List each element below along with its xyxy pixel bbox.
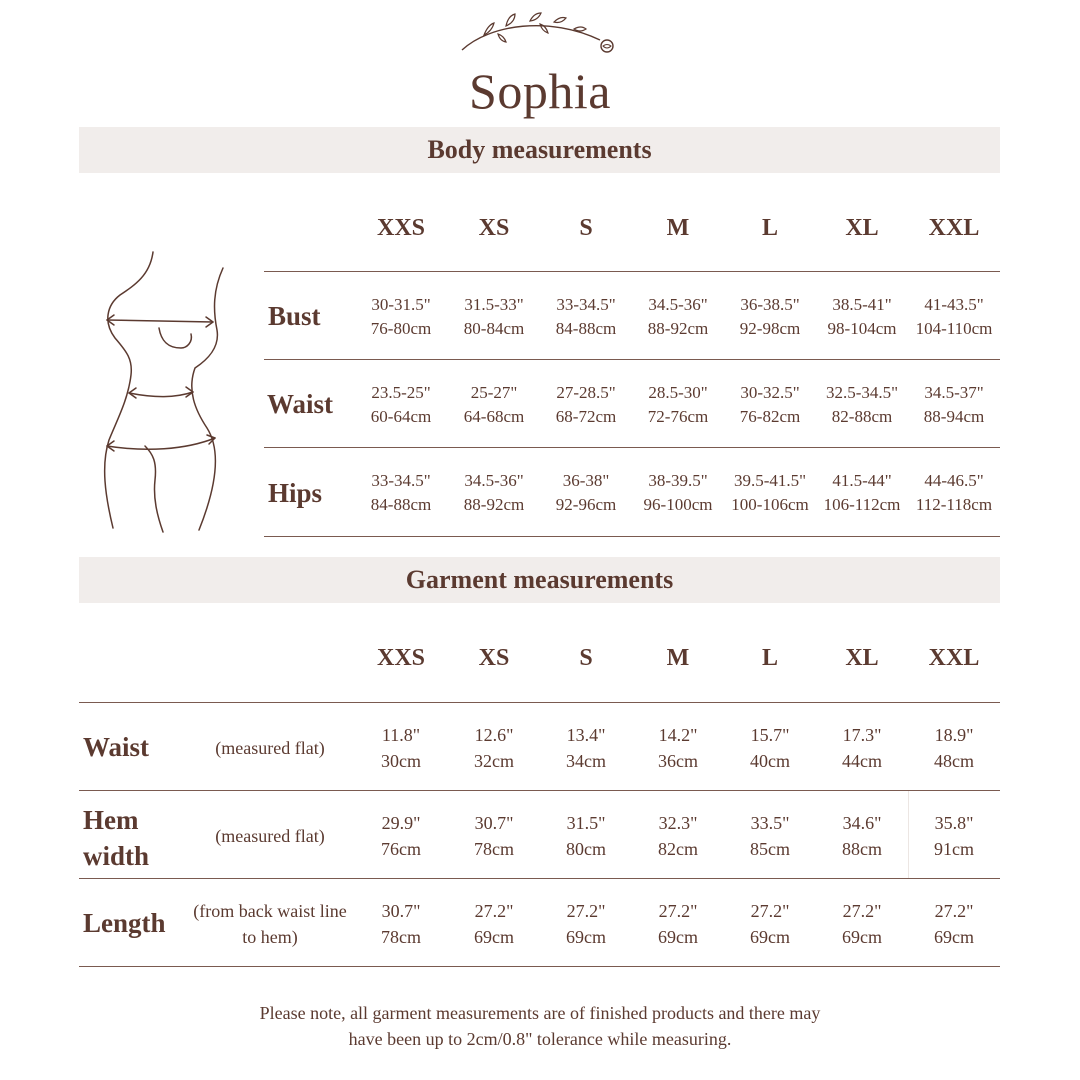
table-cell: 27-28.5" 68-72cm (555, 383, 617, 426)
body-size-header-row (0, 215, 1080, 255)
table-cell: 33-34.5" 84-88cm (370, 471, 432, 514)
garment-measurements-header: Garment measurements (79, 557, 1000, 603)
table-cell: 33-34.5" 84-88cm (555, 295, 617, 338)
divider (264, 359, 1000, 360)
size-header: XL (845, 645, 879, 671)
size-header: S (579, 645, 593, 671)
row-label-hem-width: Hem width (83, 805, 150, 871)
table-cell: 27.2" 69cm (842, 901, 882, 947)
brand-header (0, 10, 1080, 119)
size-header: S (579, 215, 593, 241)
divider (79, 878, 1000, 879)
table-cell: 30-32.5" 76-82cm (739, 383, 801, 426)
garment-size-header-row (0, 645, 1080, 685)
table-cell: 27.2" 69cm (474, 901, 514, 947)
measure-note: (measured flat) (215, 826, 325, 846)
table-cell: 36-38.5" 92-98cm (739, 295, 801, 338)
table-cell: 29.9" 76cm (381, 813, 421, 859)
size-header: M (666, 215, 690, 241)
table-cell: 41.5-44" 106-112cm (823, 471, 901, 514)
size-header: L (761, 645, 778, 671)
table-cell: 35.8" 91cm (934, 813, 974, 859)
tolerance-note: Please note, all garment measurements are of finished products and there may have been up to 2cm/0.8" tolerance while measuring. (259, 1003, 821, 1049)
table-cell: 30.7" 78cm (474, 813, 514, 859)
size-header: XXS (376, 215, 425, 241)
row-label-bust: Bust (268, 301, 321, 331)
row-label-hips: Hips (268, 478, 323, 508)
divider (79, 790, 1000, 791)
table-cell: 27.2" 69cm (750, 901, 790, 947)
row-label-length: Length (83, 908, 166, 938)
size-header: XXL (928, 645, 980, 671)
body-silhouette-icon (95, 250, 235, 540)
table-cell: 11.8" 30cm (381, 725, 421, 771)
table-cell: 23.5-25" 60-64cm (370, 383, 432, 426)
measure-note: (measured flat) (215, 738, 325, 758)
brand-name: Sophia (469, 63, 611, 119)
body-measurements-header: Body measurements (79, 127, 1000, 173)
table-cell: 34.5-36" 88-92cm (647, 295, 709, 338)
table-cell: 33.5" 85cm (750, 813, 790, 859)
size-header: XL (845, 215, 879, 241)
measure-note: (from back waist line to hem) (193, 901, 347, 947)
table-cell: 36-38" 92-96cm (555, 471, 617, 514)
floral-branch-icon (450, 10, 630, 60)
table-cell: 30-31.5" 76-80cm (370, 295, 432, 338)
size-header: XS (478, 645, 510, 671)
size-header: L (761, 215, 778, 241)
row-label-waist: Waist (267, 389, 334, 419)
table-cell: 34.5-37" 88-94cm (923, 383, 985, 426)
table-cell: 38-39.5" 96-100cm (643, 471, 713, 514)
size-header: XXS (376, 645, 425, 671)
table-cell: 18.9" 48cm (934, 725, 974, 771)
table-cell: 27.2" 69cm (658, 901, 698, 947)
divider (79, 702, 1000, 703)
size-header: M (666, 645, 690, 671)
table-cell: 39.5-41.5" 100-106cm (731, 471, 809, 514)
divider (264, 271, 1000, 272)
table-cell: 17.3" 44cm (842, 725, 882, 771)
table-cell: 38.5-41" 98-104cm (827, 295, 897, 338)
table-cell: 31.5-33" 80-84cm (463, 295, 525, 338)
table-cell: 27.2" 69cm (566, 901, 606, 947)
table-cell: 12.6" 32cm (474, 725, 514, 771)
row-label-garment-waist: Waist (83, 732, 150, 762)
table-cell: 15.7" 40cm (750, 725, 790, 771)
table-cell: 32.3" 82cm (658, 813, 698, 859)
table-cell: 31.5" 80cm (566, 813, 606, 859)
table-cell: 34.6" 88cm (842, 813, 882, 859)
divider (264, 447, 1000, 448)
table-cell: 34.5-36" 88-92cm (463, 471, 525, 514)
table-cell: 30.7" 78cm (381, 901, 421, 947)
table-cell: 41-43.5" 104-110cm (915, 295, 993, 338)
size-header: XXL (928, 215, 980, 241)
size-header: XS (478, 215, 510, 241)
table-cell: 32.5-34.5" 82-88cm (825, 383, 899, 426)
table-cell: 25-27" 64-68cm (463, 383, 525, 426)
table-cell: 14.2" 36cm (658, 725, 698, 771)
divider (79, 966, 1000, 967)
table-cell: 28.5-30" 72-76cm (647, 383, 709, 426)
table-cell: 13.4" 34cm (566, 725, 606, 771)
table-cell: 27.2" 69cm (934, 901, 974, 947)
divider (264, 536, 1000, 537)
table-cell: 44-46.5" 112-118cm (915, 471, 993, 514)
